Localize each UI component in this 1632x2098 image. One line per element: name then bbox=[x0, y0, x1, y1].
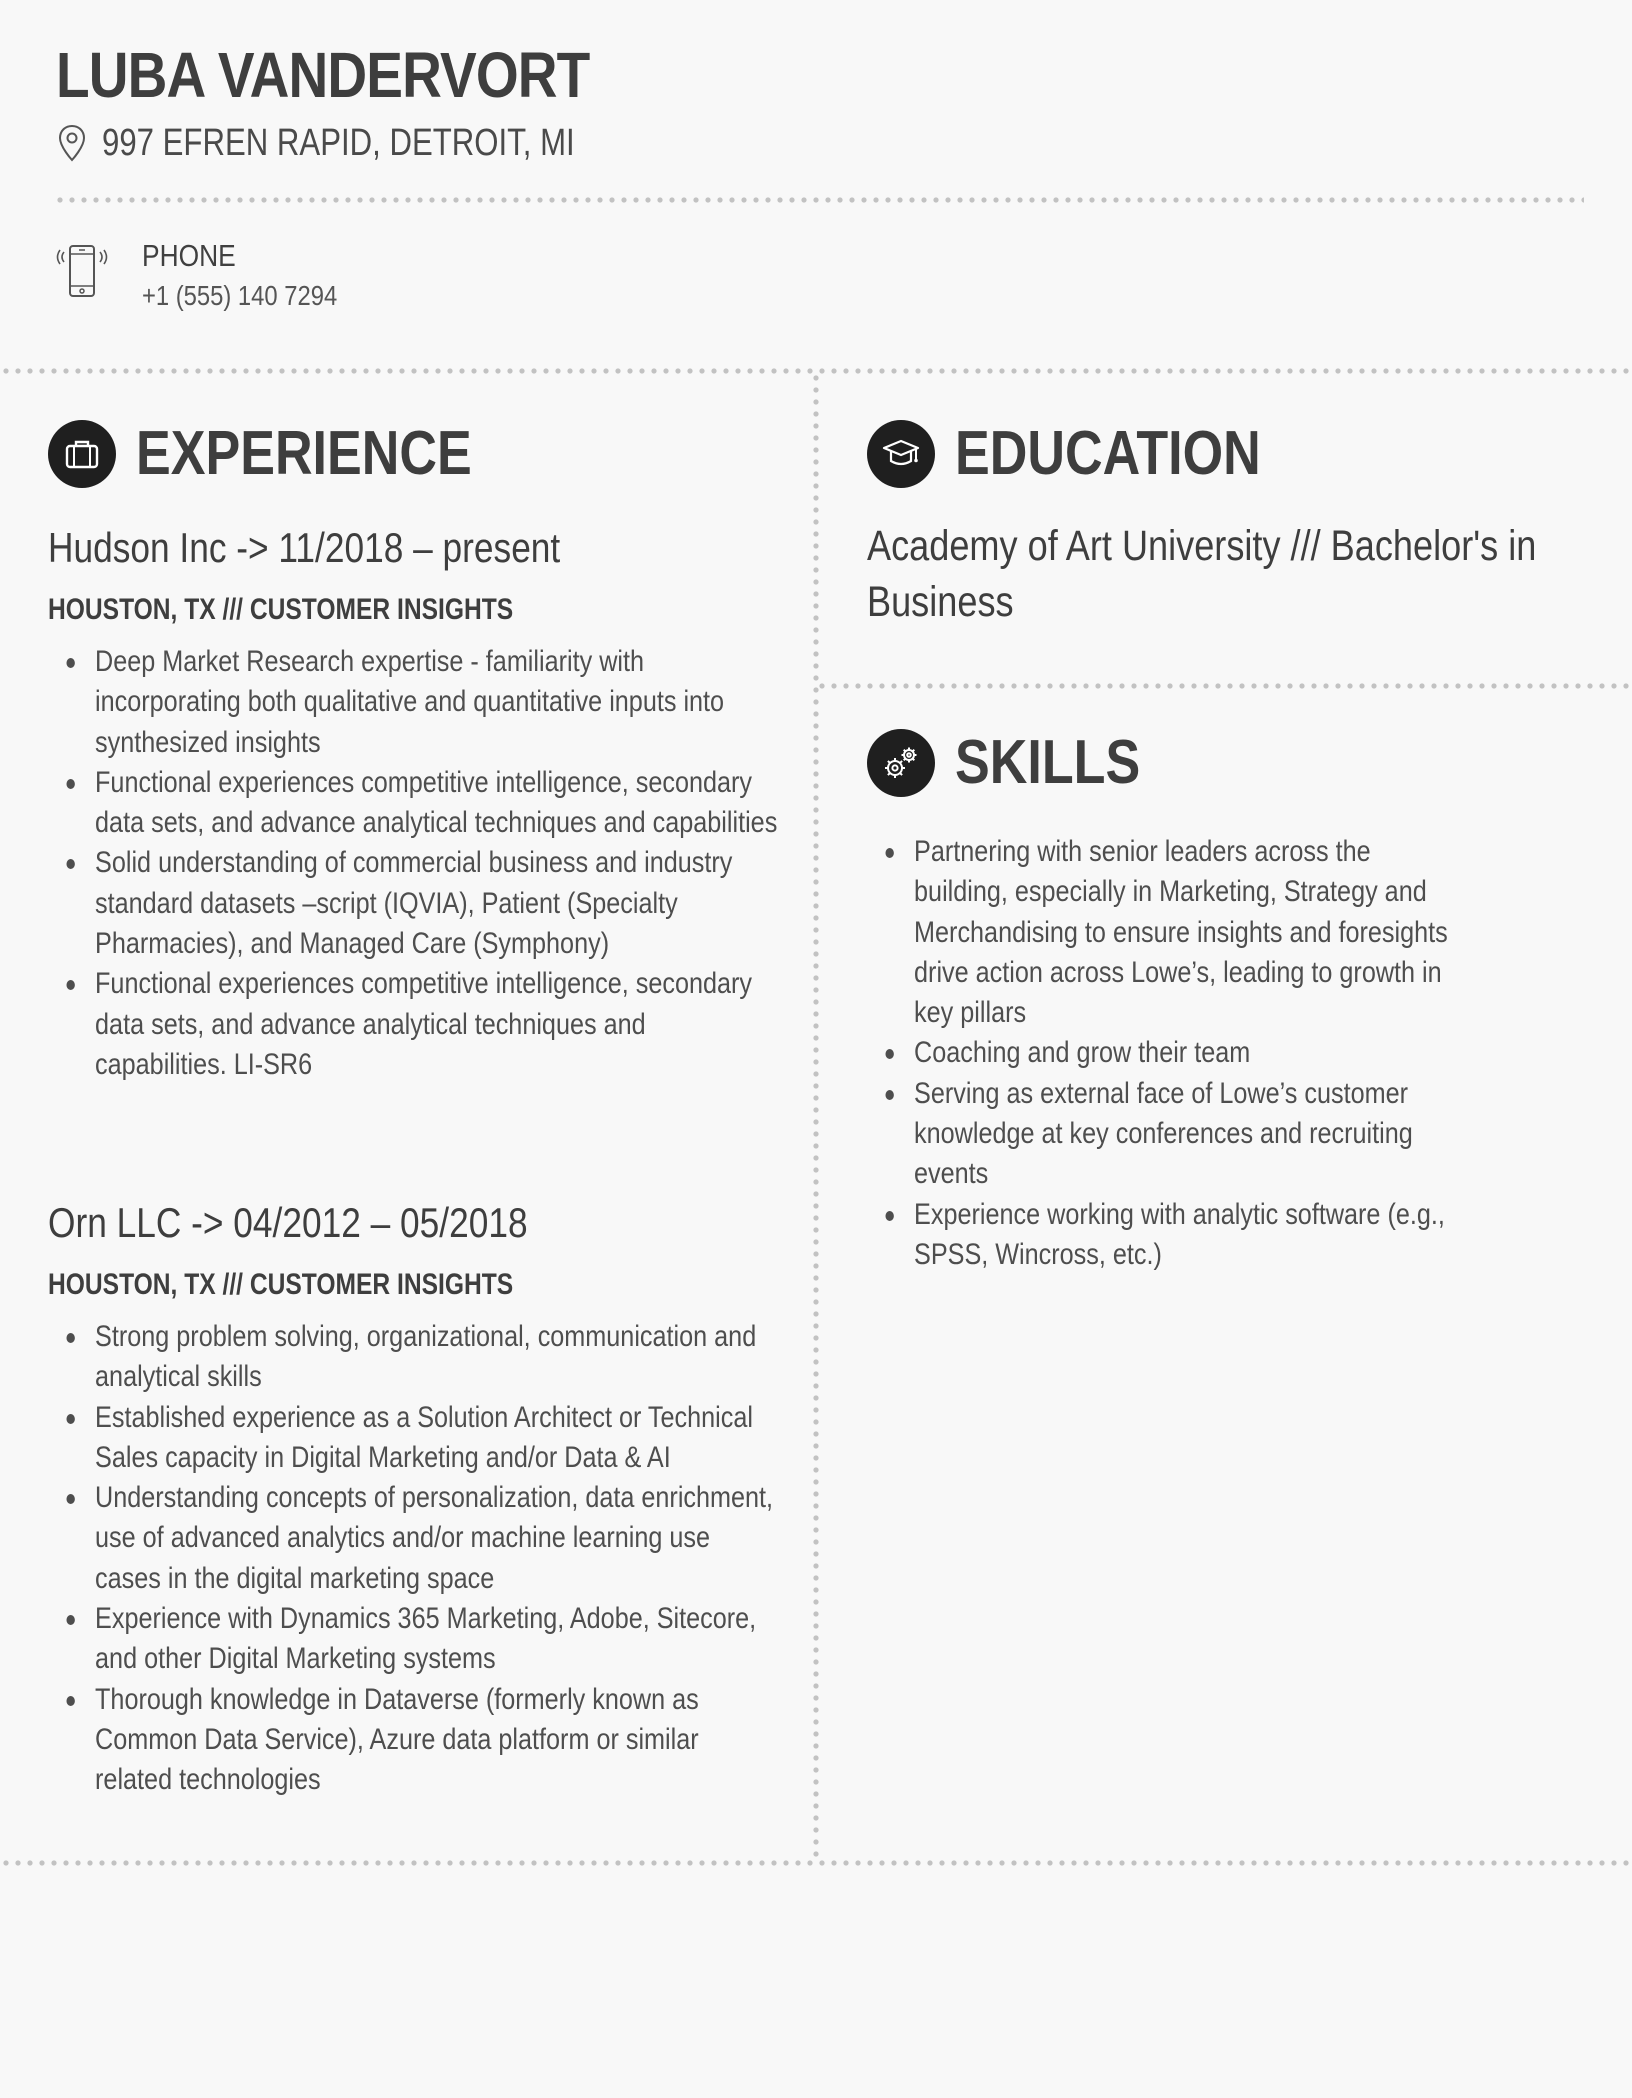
bullet-item: Functional experiences competitive intelligence, secondary data sets, and advance analytical techniques and capabilities. LI-SR6 bbox=[48, 964, 779, 1085]
bullet-item: Experience with Dynamics 365 Marketing, Adobe, Sitecore, and other Digital Marketing systems bbox=[48, 1599, 779, 1680]
bullet-item: Understanding concepts of personalization, data enrichment, use of advanced analytics and/or machine learning use cases in the digital marketing space bbox=[48, 1478, 779, 1599]
candidate-name: LUBA VANDERVORT bbox=[56, 39, 590, 111]
education-entry: Academy of Art University /// Bachelor's in Business bbox=[867, 522, 1537, 626]
header-divider bbox=[54, 197, 1584, 203]
phone-label: PHONE bbox=[142, 238, 236, 273]
phone-contact bbox=[54, 236, 372, 316]
education-title: EDUCATION bbox=[955, 419, 1261, 488]
address: 997 EFREN RAPID, DETROIT, MI bbox=[102, 121, 575, 164]
bullet-item: Established experience as a Solution Architect or Technical Sales capacity in Digital Marketing and/or Data & AI bbox=[48, 1398, 779, 1479]
bullet-item: Thorough knowledge in Dataverse (formerly known as Common Data Service), Azure data platform or similar related technologies bbox=[48, 1680, 779, 1801]
job-entry bbox=[48, 520, 778, 1085]
skill-item: Partnering with senior leaders across the building, especially in Marketing, Strategy and Merchandising to ensure insights and foresights drive action across Lowe’s, leading to growth in key pillars bbox=[867, 832, 1455, 1033]
gears-icon bbox=[867, 729, 935, 797]
job-bullets bbox=[48, 642, 779, 1085]
column-divider bbox=[813, 372, 819, 1862]
skills-title: SKILLS bbox=[955, 728, 1141, 797]
skill-item: Experience working with analytic software (e.g., SPSS, Wincross, etc.) bbox=[867, 1195, 1455, 1276]
bottom-section-divider bbox=[0, 1860, 1632, 1866]
bullet-item: Deep Market Research expertise - familiarity with incorporating both qualitative and quantitative inputs into synthesized insights bbox=[48, 642, 779, 763]
skills-header bbox=[867, 727, 1175, 798]
job-title: Orn LLC -> 04/2012 – 05/2018 bbox=[48, 1199, 528, 1246]
education-header bbox=[867, 418, 1319, 489]
address-row bbox=[56, 118, 678, 168]
phone-icon bbox=[54, 242, 110, 302]
experience-title: EXPERIENCE bbox=[136, 419, 472, 488]
job-bullets bbox=[48, 1317, 779, 1801]
experience-header bbox=[48, 418, 536, 489]
graduation-cap-icon bbox=[867, 420, 935, 488]
phone-text bbox=[142, 236, 372, 316]
bullet-item: Strong problem solving, organizational, communication and analytical skills bbox=[48, 1317, 779, 1398]
phone-number: +1 (555) 140 7294 bbox=[142, 280, 338, 311]
job-entry bbox=[48, 1195, 774, 1801]
bullet-item: Functional experiences competitive intelligence, secondary data sets, and advance analytical techniques and capabilities bbox=[48, 763, 779, 844]
education-skills-divider bbox=[816, 683, 1632, 689]
skills-list bbox=[867, 832, 1567, 1275]
skills-bullets bbox=[867, 832, 1455, 1275]
bullet-item: Solid understanding of commercial business and industry standard datasets –script (IQVIA), Patient (Specialty Pharmacies), and Managed Care (Symphony) bbox=[48, 843, 779, 964]
job-title: Hudson Inc -> 11/2018 – present bbox=[48, 524, 561, 571]
skill-item: Serving as external face of Lowe’s customer knowledge at key conferences and recruiting events bbox=[867, 1074, 1455, 1195]
skill-item: Coaching and grow their team bbox=[867, 1033, 1455, 1073]
briefcase-icon bbox=[48, 420, 116, 488]
location-pin-icon bbox=[56, 123, 88, 163]
job-location-role: HOUSTON, TX /// CUSTOMER INSIGHTS bbox=[48, 1268, 514, 1301]
job-location-role: HOUSTON, TX /// CUSTOMER INSIGHTS bbox=[48, 593, 514, 626]
